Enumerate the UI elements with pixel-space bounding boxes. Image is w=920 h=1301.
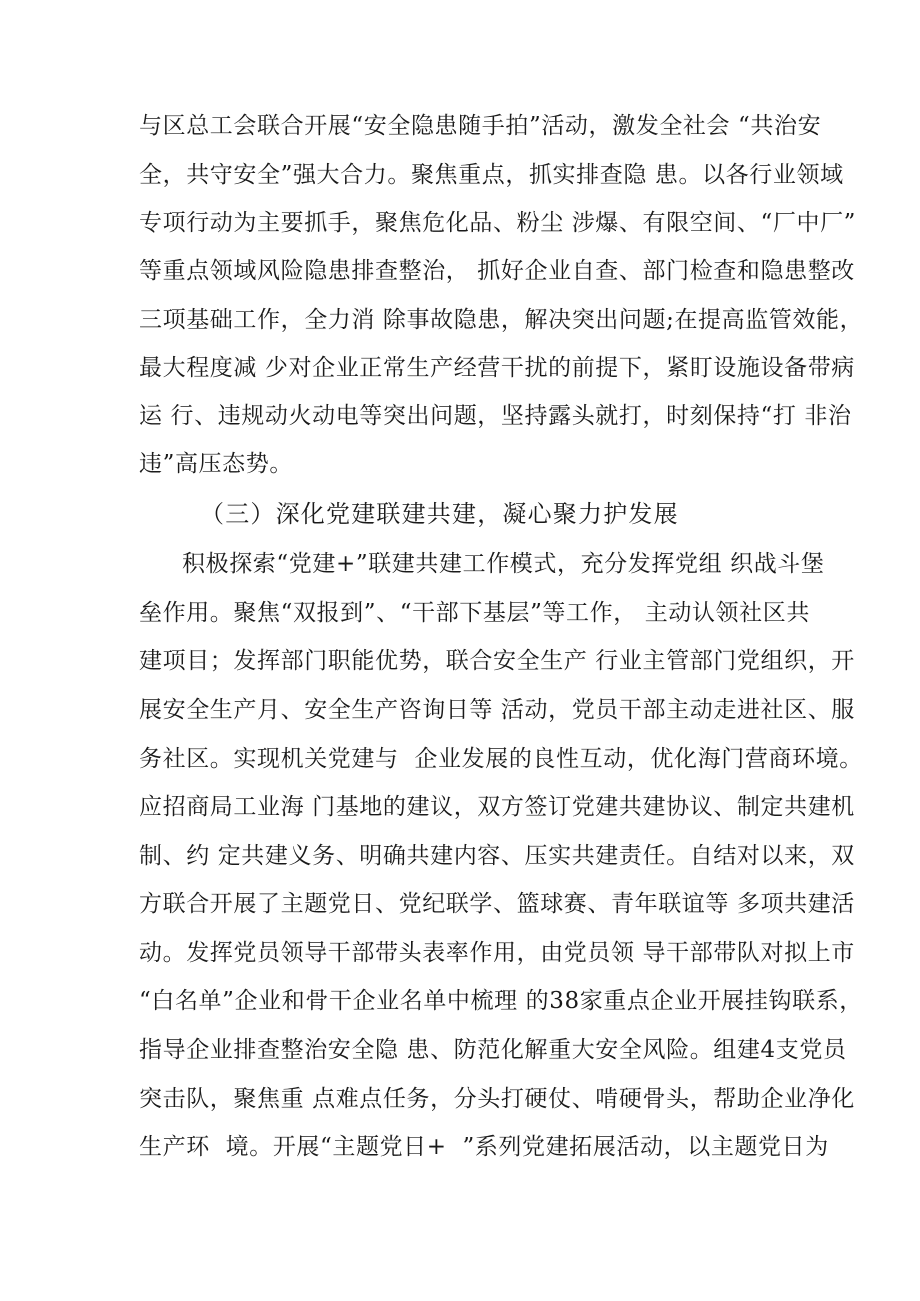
text-line-13: 展安全生产月、安全生产咨询日等 活动，党员干部主动走进社区、服 [139, 697, 855, 723]
text-line-3: 专项行动为主要抓手，聚焦危化品、粉尘 涉爆、有限空间、“厂中厂” [139, 210, 857, 236]
text-line-7: 运 行、违规动火动电等突出问题，坚持露头就打，时刻保持“打 非治 [139, 403, 852, 429]
text-line-5: 三项基础工作，全力消 除事故隐患，解决突出问题;在提高监管效能， [139, 307, 864, 333]
text-line-11: 垒作用。聚焦“双报到”、“干部下基层”等工作， 主动认领社区共 [139, 600, 810, 626]
text-line-14: 务社区。实现机关党建与 企业发展的良性互动，优化海门营商环境。 [139, 746, 863, 772]
text-line-8: 违”高压态势。 [139, 451, 293, 477]
text-line-15: 应招商局工业海 门基地的建议，双方签订党建共建协议、制定共建机 [139, 794, 855, 820]
text-line-10: 积极探索“党建+”联建共建工作模式，充分发挥党组 织战斗堡 [182, 551, 825, 577]
text-line-21: 突击队，聚焦重 点难点任务，分头打硬仗、啃硬骨头，帮助企业净化 [139, 1086, 855, 1112]
text-line-22: 生产环 境。开展“主题党日+ ”系列党建拓展活动，以主题党日为 [139, 1134, 829, 1160]
text-line-4: 等重点领域风险隐患排查整治， 抓好企业自查、部门检查和隐患整改 [139, 258, 855, 284]
text-line-20: 指导企业排查整治安全隐 患、防范化解重大安全风险。组建4支党员 [139, 1037, 847, 1063]
text-line-1: 与区总工会联合开展“安全隐患随手拍”活动，激发全社会 “共治安 [139, 113, 822, 139]
text-line-2: 全，共守安全”强大合力。聚焦重点，抓实排查隐 患。以各行业领域 [139, 162, 844, 188]
text-line-6: 最大程度减 少对企业正常生产经营干扰的前提下，紧盯设施设备带病 [139, 355, 855, 381]
text-line-19: “白名单”企业和骨干企业名单中梳理 的38家重点企业开展挂钩联系， [139, 988, 863, 1014]
section-heading: （三）深化党建联建共建，凝心聚力护发展 [200, 500, 679, 528]
text-line-17: 方联合开展了主题党日、党纪联学、篮球赛、青年联谊等 多项共建活 [139, 891, 855, 917]
text-line-16: 制、约 定共建义务、明确共建内容、压实共建责任。自结对以来，双 [139, 843, 855, 869]
text-line-18: 动。发挥党员领导干部带头表率作用，由党员领 导干部带队对拟上市 [139, 940, 855, 966]
text-line-12: 建项目；发挥部门职能优势，联合安全生产 行业主管部门党组织，开 [139, 648, 855, 674]
